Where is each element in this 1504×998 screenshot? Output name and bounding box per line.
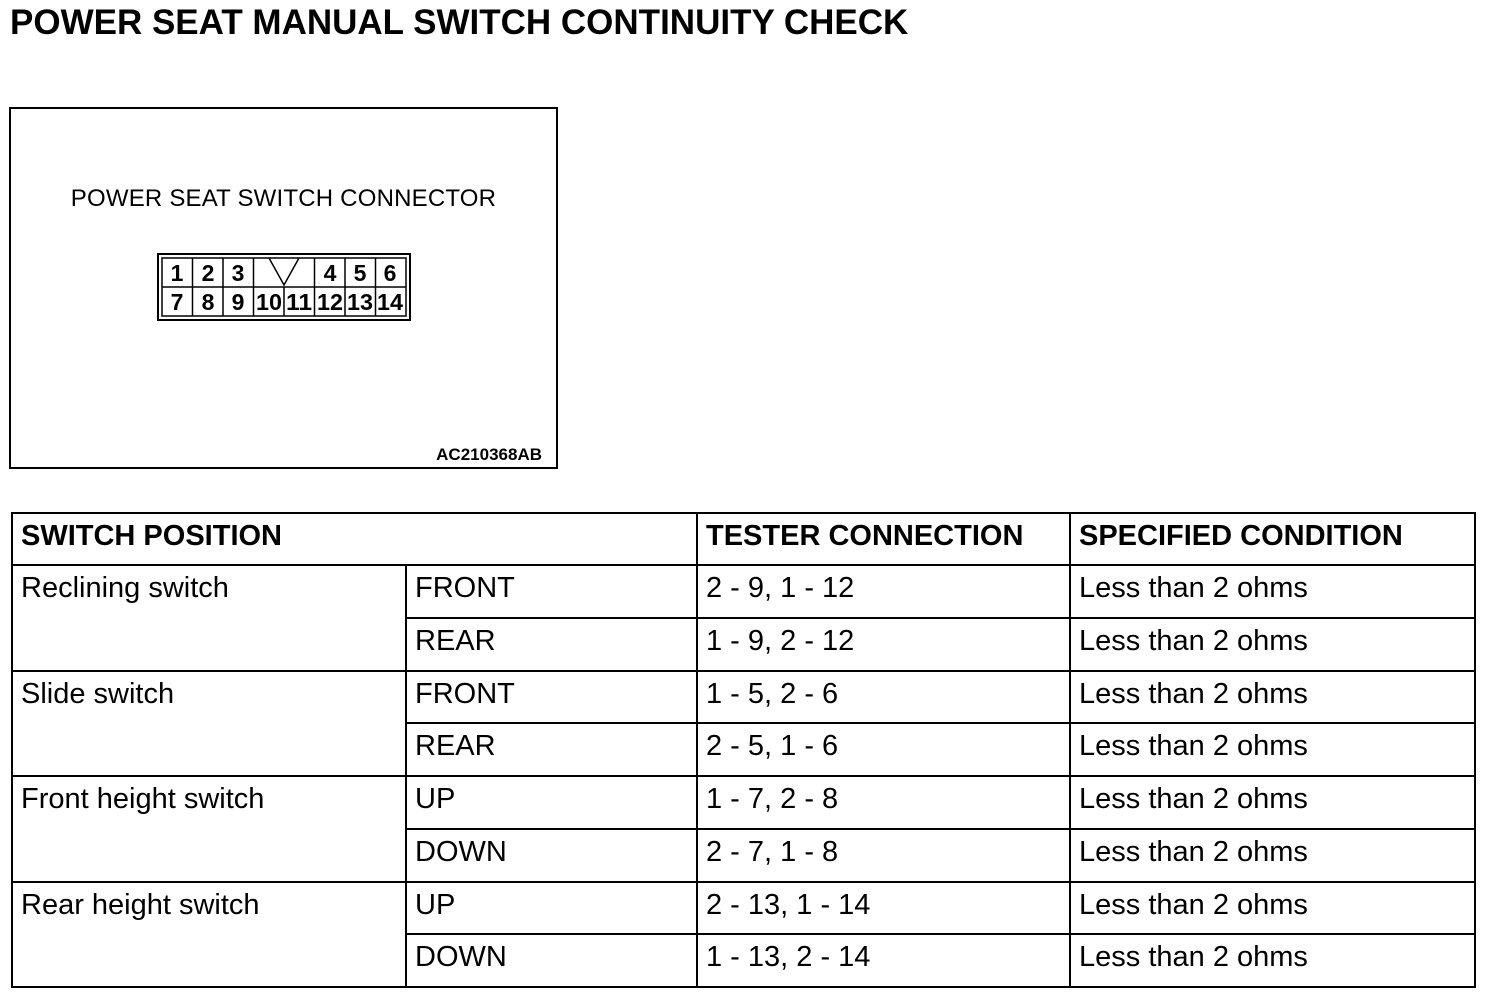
table-row bbox=[12, 776, 1475, 829]
condition-cell: Less than 2 ohms bbox=[1070, 618, 1475, 671]
header-tester-connection: TESTER CONNECTION bbox=[697, 513, 1070, 565]
pin-label: 2 bbox=[201, 260, 215, 286]
position-cell: FRONT bbox=[406, 671, 697, 724]
position-cell: REAR bbox=[406, 618, 697, 671]
position-cell: DOWN bbox=[406, 829, 697, 882]
pin-label: 1 bbox=[170, 260, 184, 286]
connection-cell: 1 - 13, 2 - 14 bbox=[697, 934, 1070, 987]
pin-label: 6 bbox=[383, 260, 397, 286]
connection-cell: 2 - 9, 1 - 12 bbox=[697, 565, 1070, 618]
pin-label: 12 bbox=[317, 289, 343, 315]
table-row bbox=[12, 671, 1475, 724]
condition-cell: Less than 2 ohms bbox=[1070, 882, 1475, 935]
condition-cell: Less than 2 ohms bbox=[1070, 723, 1475, 776]
switch-name-cell: Slide switch bbox=[12, 671, 406, 777]
connection-cell: 1 - 9, 2 - 12 bbox=[697, 618, 1070, 671]
position-cell: DOWN bbox=[406, 934, 697, 987]
pin-label: 5 bbox=[353, 260, 367, 286]
pin-label: 7 bbox=[170, 289, 184, 315]
header-specified-condition: SPECIFIED CONDITION bbox=[1070, 513, 1475, 565]
pin-label: 11 bbox=[286, 289, 313, 315]
condition-cell: Less than 2 ohms bbox=[1070, 829, 1475, 882]
connection-cell: 1 - 7, 2 - 8 bbox=[697, 776, 1070, 829]
connector-diagram bbox=[157, 253, 413, 323]
condition-cell: Less than 2 ohms bbox=[1070, 934, 1475, 987]
continuity-table bbox=[11, 512, 1476, 988]
switch-name-cell: Front height switch bbox=[12, 776, 406, 882]
position-cell: UP bbox=[406, 882, 697, 935]
position-cell: UP bbox=[406, 776, 697, 829]
figure-id: AC210368AB bbox=[436, 445, 542, 464]
pin-label: 3 bbox=[231, 260, 245, 286]
connection-cell: 1 - 5, 2 - 6 bbox=[697, 671, 1070, 724]
connection-cell: 2 - 13, 1 - 14 bbox=[697, 882, 1070, 935]
table-row bbox=[12, 565, 1475, 618]
position-cell: REAR bbox=[406, 723, 697, 776]
connector-key-icon bbox=[269, 258, 299, 285]
pin-label: 10 bbox=[256, 289, 282, 315]
pin-label: 8 bbox=[201, 289, 215, 315]
connector-figure bbox=[9, 107, 558, 469]
table-row bbox=[12, 882, 1475, 935]
page-title: POWER SEAT MANUAL SWITCH CONTINUITY CHECK bbox=[10, 3, 909, 42]
table-header-row bbox=[12, 513, 1475, 565]
switch-name-cell: Reclining switch bbox=[12, 565, 406, 671]
position-cell: FRONT bbox=[406, 565, 697, 618]
pin-label: 13 bbox=[347, 289, 373, 315]
pin-label: 4 bbox=[323, 260, 337, 286]
condition-cell: Less than 2 ohms bbox=[1070, 671, 1475, 724]
connection-cell: 2 - 7, 1 - 8 bbox=[697, 829, 1070, 882]
pin-label: 9 bbox=[231, 289, 245, 315]
figure-caption: POWER SEAT SWITCH CONNECTOR bbox=[70, 185, 497, 212]
header-switch-position: SWITCH POSITION bbox=[12, 513, 697, 565]
pin-label: 14 bbox=[377, 289, 404, 315]
connection-cell: 2 - 5, 1 - 6 bbox=[697, 723, 1070, 776]
condition-cell: Less than 2 ohms bbox=[1070, 565, 1475, 618]
condition-cell: Less than 2 ohms bbox=[1070, 776, 1475, 829]
switch-name-cell: Rear height switch bbox=[12, 882, 406, 988]
